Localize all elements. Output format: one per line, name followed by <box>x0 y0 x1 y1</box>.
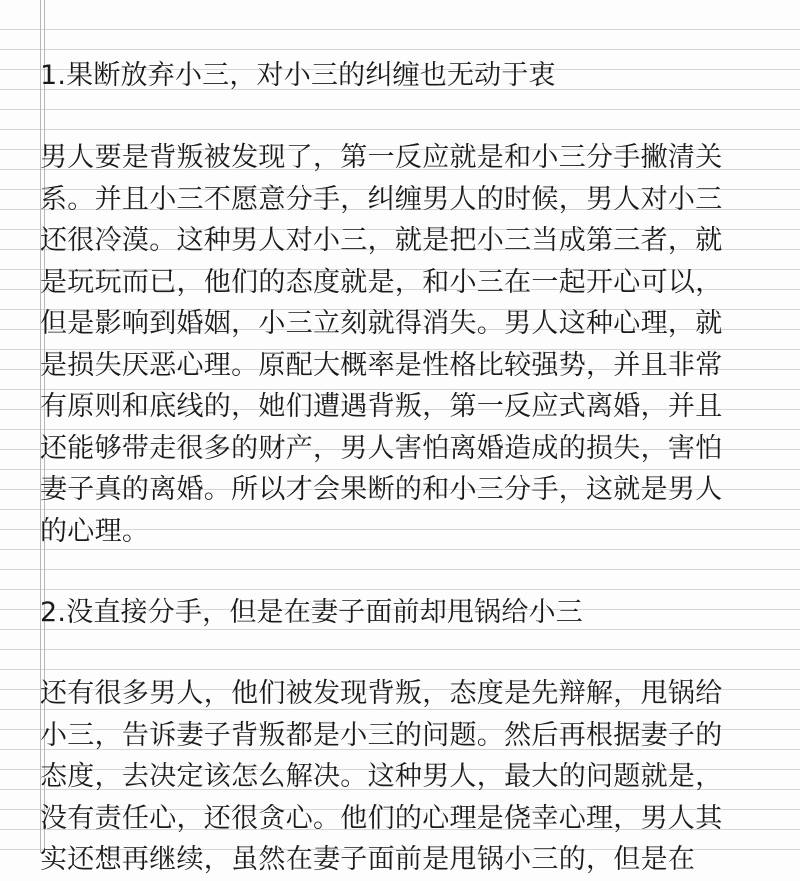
paragraph-line: 男人要是背叛被发现了，第一反应就是和小三分手撇清关 <box>40 142 723 173</box>
section-2-paragraph <box>40 673 770 881</box>
section-1-heading: 1.果断放弃小三，对小三的纠缠也无动于衷 <box>40 60 556 91</box>
paragraph-line: 有原则和底线的，她们遭遇背叛，第一反应式离婚，并且 <box>40 391 723 422</box>
section-2-heading: 2.没直接分手，但是在妻子面前却甩锅给小三 <box>40 597 583 628</box>
paragraph-line: 但是影响到婚姻，小三立刻就得消失。男人这种心理，就 <box>40 308 723 339</box>
paragraph-line: 还有很多男人，他们被发现背叛，态度是先辩解，甩锅给 <box>40 678 723 709</box>
paragraph-line: 是损失厌恶心理。原配大概率是性格比较强势，并且非常 <box>40 349 723 381</box>
paragraph-line: 的心理。 <box>40 515 150 547</box>
paragraph-line: 小三，告诉妻子背叛都是小三的问题。然后再根据妻子的 <box>40 719 723 751</box>
paragraph-line: 还能够带走很多的财产，男人害怕离婚造成的损失，害怕 <box>40 432 723 464</box>
paragraph-line: 没有责任心，还很贪心。他们的心理是侥幸心理，男人其 <box>40 802 723 834</box>
paragraph-line: 实还想再继续，虽然在妻子面前是甩锅小三的，但是在 <box>40 844 696 875</box>
paragraph-line: 系。并且小三不愿意分手，纠缠男人的时候，男人对小三 <box>40 183 723 215</box>
paragraph-line: 态度，去决定该怎么解决。这种男人，最大的问题就是， <box>40 761 723 792</box>
paragraph-line: 还很冷漠。这种男人对小三，就是把小三当成第三者，就 <box>40 225 723 256</box>
paragraph-line: 是玩玩而已，他们的态度就是，和小三在一起开心可以， <box>40 266 723 298</box>
paragraph-line: 妻子真的离婚。所以才会果断的和小三分手，这就是男人 <box>40 474 723 505</box>
section-1-paragraph <box>40 137 770 552</box>
